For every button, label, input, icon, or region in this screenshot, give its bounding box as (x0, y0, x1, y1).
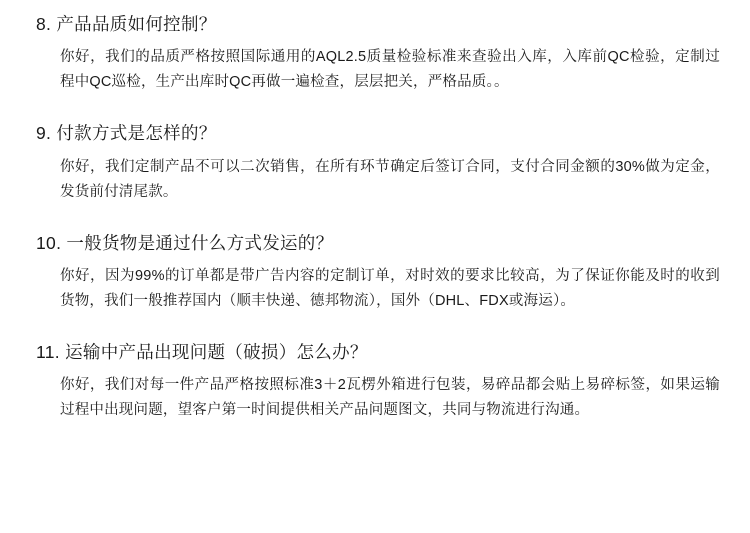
faq-answer: 你好，因为99%的订单都是带广告内容的定制订单，对时效的要求比较高，为了保证你能及时的收到货物，我们一般推荐国内（顺丰快递、德邦物流），国外（DHL、FDX或海运）。 (60, 267, 720, 309)
faq-answer: 你好，我们定制产品不可以二次销售，在所有环节确定后签订合同，支付合同金额的30%做为定金，发货前付清尾款。 (60, 158, 720, 200)
faq-item (36, 12, 724, 95)
faq-answer: 你好，我们的品质严格按照国际通用的AQL2.5质量检验标准来查验出入库，入库前QC检验，定制过程中QC巡检，生产出库时QC再做一遍检查，层层把关，严格品质。。 (60, 49, 720, 91)
faq-item (36, 340, 724, 423)
faq-question: 9. 付款方式是怎样的？ (36, 123, 217, 144)
faq-item (36, 121, 724, 204)
faq-item (36, 231, 724, 314)
faq-question: 11. 运输中产品出现问题（破损）怎么办？ (36, 341, 368, 362)
faq-question: 10. 一般货物是通过什么方式发运的？ (36, 232, 334, 253)
faq-answer: 你好，我们对每一件产品严格按照标准3＋2瓦楞外箱进行包装，易碎品都会贴上易碎标签，如果运输过程中出现问题，望客户第一时间提供相关产品问题图文，共同与物流进行沟通。 (60, 377, 720, 419)
faq-question: 8. 产品品质如何控制？ (36, 14, 217, 34)
